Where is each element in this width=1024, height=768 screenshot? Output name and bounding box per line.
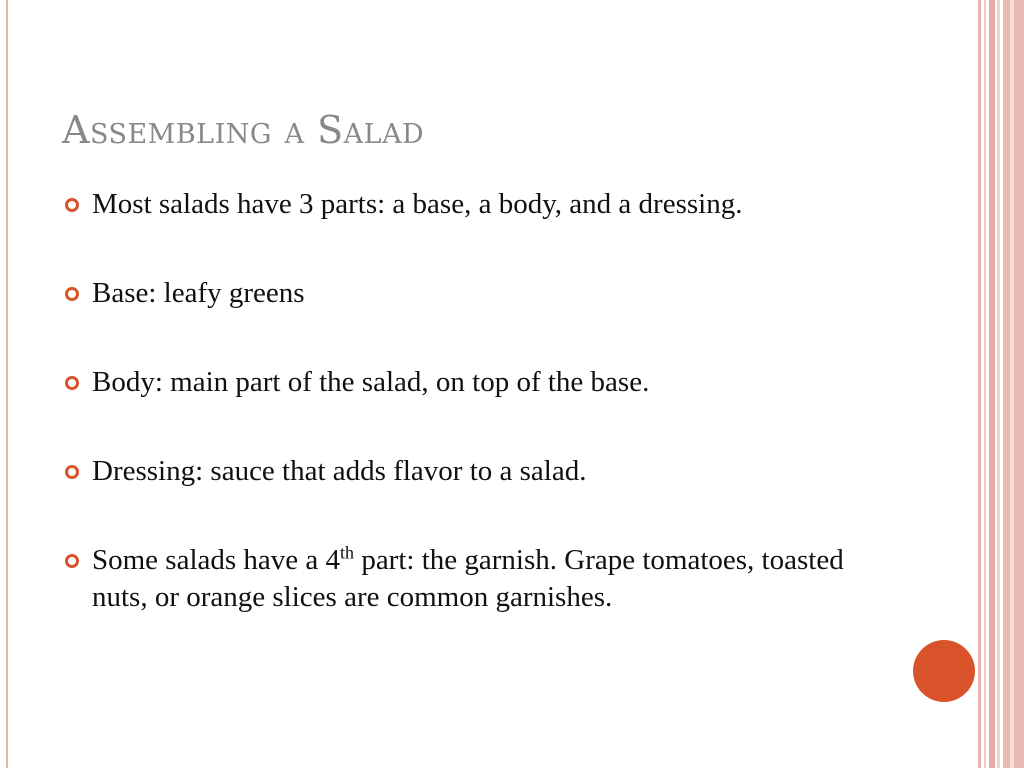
orange-circle-decoration	[913, 640, 975, 702]
bullet-text: Dressing: sauce that adds flavor to a salad.	[92, 455, 587, 487]
bullet-text	[92, 544, 844, 613]
bullet-text-pre: Some salads have a 4	[92, 544, 341, 576]
bullet-icon	[65, 465, 79, 479]
slide-title: Assembling a Salad	[62, 108, 425, 152]
bullet-text-post: part: the garnish. Grape tomatoes, toasted nuts, or orange slices are common garnishes.	[92, 544, 844, 613]
decorative-stripe	[997, 0, 1000, 768]
bullet-icon	[65, 554, 79, 568]
bullet-item	[62, 186, 862, 223]
bullet-list	[62, 186, 862, 616]
bullet-item	[62, 453, 862, 490]
bullet-icon	[65, 376, 79, 390]
decorative-stripe	[989, 0, 995, 768]
bullet-item	[62, 542, 862, 616]
bullet-text: Most salads have 3 parts: a base, a body, and a dressing.	[92, 188, 743, 220]
decorative-stripe	[984, 0, 986, 768]
decorative-stripe	[978, 0, 981, 768]
ordinal-superscript: th	[340, 542, 355, 563]
bullet-item	[62, 275, 862, 312]
left-border-line	[6, 0, 8, 768]
bullet-item	[62, 364, 862, 401]
bullet-icon	[65, 287, 79, 301]
decorative-stripe	[1010, 0, 1014, 768]
bullet-text: Base: leafy greens	[92, 277, 305, 309]
bullet-icon	[65, 198, 79, 212]
bullet-text: Body: main part of the salad, on top of the base.	[92, 366, 650, 398]
